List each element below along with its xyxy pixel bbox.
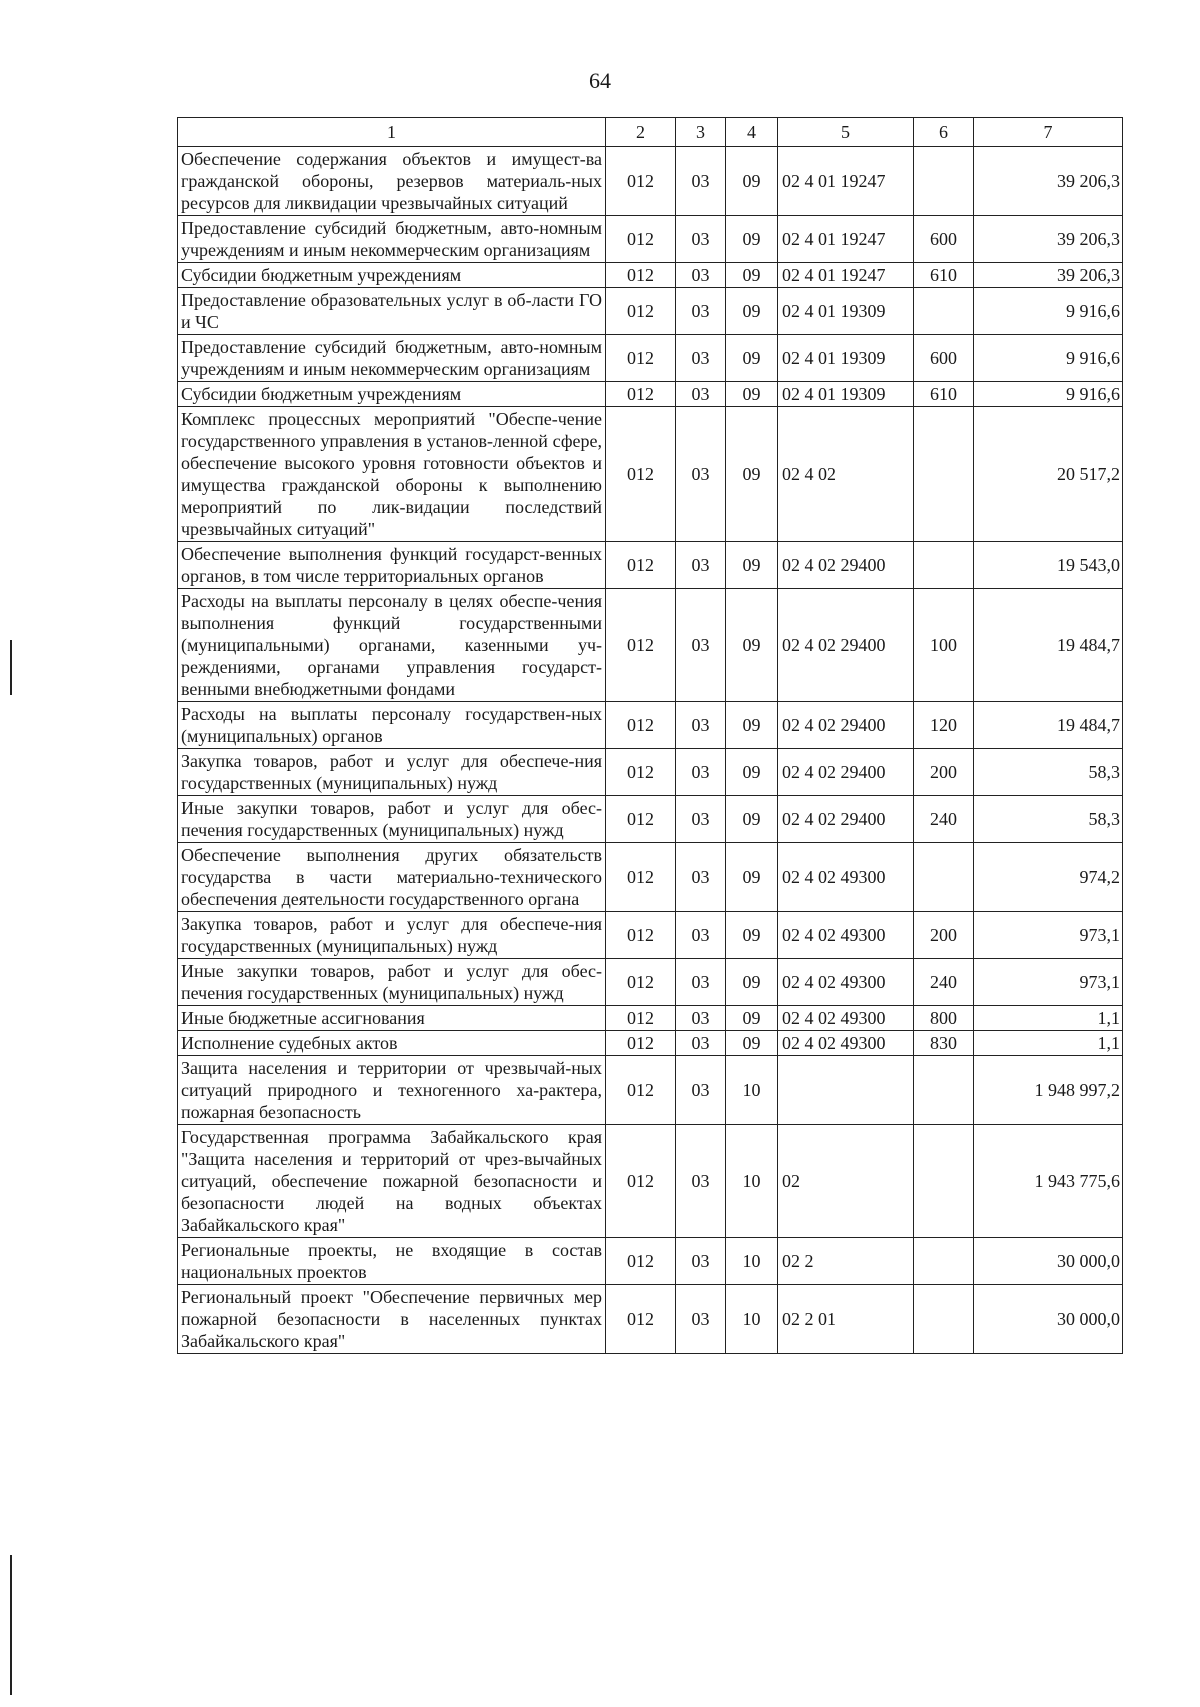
cell-col2: 012 [606,542,676,589]
cell-col3: 03 [676,147,726,216]
cell-code: 02 4 02 29400 [778,542,914,589]
cell-sum: 39 206,3 [974,216,1123,263]
cell-col3: 03 [676,1238,726,1285]
cell-col2: 012 [606,843,676,912]
cell-code: 02 4 02 49300 [778,1031,914,1056]
cell-col4: 09 [726,589,778,702]
cell-sum: 973,1 [974,912,1123,959]
cell-col3: 03 [676,335,726,382]
cell-col6 [914,1125,974,1238]
cell-sum: 19 543,0 [974,542,1123,589]
page-number: 64 [589,68,611,93]
cell-col2: 012 [606,263,676,288]
cell-sum: 1,1 [974,1006,1123,1031]
cell-name: Комплекс процессных мероприятий "Обеспе-чение государственного управления в установ-ленной сфере, обеспечение высокого уровня готовности объектов и имущества гражданской обороны к выполнению мероприятий по лик-видации последствий чрезвычайных ситуаций" [178,407,606,542]
cell-name: Предоставление субсидий бюджетным, авто-номным учреждениям и иным некоммерческим организациям [178,335,606,382]
table-row [178,843,1123,912]
column-header-5: 5 [778,118,914,147]
cell-code: 02 [778,1125,914,1238]
table-row [178,542,1123,589]
cell-col6 [914,407,974,542]
table-row [178,288,1123,335]
column-header-7: 7 [974,118,1123,147]
cell-col4: 09 [726,1006,778,1031]
cell-code: 02 2 [778,1238,914,1285]
table-body [178,147,1123,1354]
column-header-4: 4 [726,118,778,147]
cell-col3: 03 [676,1056,726,1125]
cell-col6: 240 [914,796,974,843]
cell-code: 02 4 02 29400 [778,702,914,749]
cell-col6 [914,147,974,216]
cell-sum: 20 517,2 [974,407,1123,542]
cell-col6: 240 [914,959,974,1006]
cell-col3: 03 [676,542,726,589]
cell-col3: 03 [676,382,726,407]
cell-col6 [914,288,974,335]
table-row [178,1006,1123,1031]
table-row [178,335,1123,382]
cell-name: Защита населения и территории от чрезвычай-ных ситуаций природного и техногенного ха-рактера, пожарная безопасность [178,1056,606,1125]
cell-col3: 03 [676,1006,726,1031]
cell-col6 [914,1285,974,1354]
cell-name: Обеспечение содержания объектов и имущест-ва гражданской обороны, резервов материаль-ных ресурсов для ликвидации чрезвычайных ситуаций [178,147,606,216]
cell-col3: 03 [676,912,726,959]
column-header-2: 2 [606,118,676,147]
cell-col3: 03 [676,288,726,335]
cell-code: 02 4 02 49300 [778,959,914,1006]
cell-col2: 012 [606,912,676,959]
cell-col3: 03 [676,216,726,263]
cell-col6: 120 [914,702,974,749]
cell-name: Предоставление образовательных услуг в об-ласти ГО и ЧС [178,288,606,335]
cell-col2: 012 [606,959,676,1006]
cell-col3: 03 [676,959,726,1006]
cell-col6: 600 [914,335,974,382]
cell-col6: 100 [914,589,974,702]
table-row [178,959,1123,1006]
cell-name: Обеспечение выполнения других обязательств государства в части материально-технического обеспечения деятельности государственного органа [178,843,606,912]
cell-name: Расходы на выплаты персоналу государствен-ных (муниципальных) органов [178,702,606,749]
cell-col2: 012 [606,1238,676,1285]
cell-name: Исполнение судебных актов [178,1031,606,1056]
cell-col3: 03 [676,407,726,542]
cell-sum: 39 206,3 [974,147,1123,216]
table-row [178,263,1123,288]
cell-sum: 1,1 [974,1031,1123,1056]
cell-col4: 09 [726,912,778,959]
table-row [178,382,1123,407]
cell-sum: 9 916,6 [974,288,1123,335]
scan-edge-mark [10,1555,12,1695]
cell-col4: 10 [726,1238,778,1285]
cell-col3: 03 [676,702,726,749]
cell-col4: 09 [726,702,778,749]
cell-col2: 012 [606,216,676,263]
cell-name: Предоставление субсидий бюджетным, авто-номным учреждениям и иным некоммерческим организациям [178,216,606,263]
cell-col2: 012 [606,749,676,796]
cell-col3: 03 [676,796,726,843]
cell-sum: 58,3 [974,749,1123,796]
table-row [178,1125,1123,1238]
cell-col6: 200 [914,912,974,959]
column-header-3: 3 [676,118,726,147]
cell-sum: 973,1 [974,959,1123,1006]
cell-col4: 09 [726,382,778,407]
table-row [178,1056,1123,1125]
cell-col6: 610 [914,382,974,407]
cell-col3: 03 [676,263,726,288]
cell-col6: 200 [914,749,974,796]
cell-code: 02 4 02 49300 [778,1006,914,1031]
cell-col4: 09 [726,288,778,335]
table-row [178,589,1123,702]
cell-col2: 012 [606,407,676,542]
cell-col6 [914,843,974,912]
cell-col6: 830 [914,1031,974,1056]
cell-sum: 9 916,6 [974,382,1123,407]
cell-name: Субсидии бюджетным учреждениям [178,382,606,407]
cell-sum: 19 484,7 [974,702,1123,749]
cell-col4: 09 [726,147,778,216]
cell-code: 02 4 02 49300 [778,912,914,959]
cell-code: 02 4 01 19247 [778,216,914,263]
cell-col4: 10 [726,1125,778,1238]
cell-sum: 58,3 [974,796,1123,843]
table-row [178,1285,1123,1354]
cell-name: Закупка товаров, работ и услуг для обеспече-ния государственных (муниципальных) нужд [178,749,606,796]
cell-col4: 09 [726,843,778,912]
cell-col3: 03 [676,1125,726,1238]
cell-col6: 600 [914,216,974,263]
cell-col2: 012 [606,589,676,702]
cell-code: 02 4 01 19309 [778,335,914,382]
cell-code: 02 4 02 29400 [778,796,914,843]
cell-sum: 9 916,6 [974,335,1123,382]
cell-sum: 30 000,0 [974,1285,1123,1354]
table-row [178,749,1123,796]
cell-col2: 012 [606,1125,676,1238]
cell-col2: 012 [606,1006,676,1031]
cell-code: 02 4 01 19247 [778,147,914,216]
cell-col3: 03 [676,589,726,702]
cell-col2: 012 [606,702,676,749]
cell-col4: 10 [726,1285,778,1354]
header-row [178,118,1123,147]
cell-col2: 012 [606,335,676,382]
cell-col3: 03 [676,749,726,796]
cell-col4: 09 [726,1031,778,1056]
cell-sum: 30 000,0 [974,1238,1123,1285]
table-row [178,407,1123,542]
cell-col3: 03 [676,1031,726,1056]
cell-name: Закупка товаров, работ и услуг для обеспече-ния государственных (муниципальных) нужд [178,912,606,959]
cell-name: Иные закупки товаров, работ и услуг для обес-печения государственных (муниципальных) нужд [178,796,606,843]
table-row [178,796,1123,843]
cell-code: 02 4 02 29400 [778,589,914,702]
cell-col2: 012 [606,796,676,843]
cell-sum: 1 943 775,6 [974,1125,1123,1238]
table-row [178,1031,1123,1056]
scan-edge-mark [10,640,12,695]
cell-sum: 39 206,3 [974,263,1123,288]
cell-col2: 012 [606,147,676,216]
cell-name: Расходы на выплаты персоналу в целях обеспе-чения выполнения функций государственными (муниципальными) органами, казенными уч-реждениями, органами управления государст-венными внебюджетными фондами [178,589,606,702]
cell-name: Субсидии бюджетным учреждениям [178,263,606,288]
cell-name: Иные закупки товаров, работ и услуг для обес-печения государственных (муниципальных) нужд [178,959,606,1006]
cell-col2: 012 [606,1056,676,1125]
cell-code: 02 4 01 19309 [778,382,914,407]
table-row [178,147,1123,216]
cell-col6 [914,542,974,589]
cell-col4: 09 [726,407,778,542]
cell-name: Обеспечение выполнения функций государст-венных органов, в том числе территориальных органов [178,542,606,589]
table-row [178,1238,1123,1285]
cell-col3: 03 [676,843,726,912]
cell-code: 02 4 02 [778,407,914,542]
cell-col2: 012 [606,1285,676,1354]
cell-code: 02 4 01 19309 [778,288,914,335]
cell-col6 [914,1238,974,1285]
table-row [178,216,1123,263]
budget-table [177,117,1123,1354]
table-row [178,912,1123,959]
column-header-1: 1 [178,118,606,147]
cell-code [778,1056,914,1125]
cell-col4: 09 [726,216,778,263]
cell-col4: 09 [726,335,778,382]
cell-col4: 09 [726,796,778,843]
cell-code: 02 4 02 29400 [778,749,914,796]
cell-code: 02 4 02 49300 [778,843,914,912]
cell-name: Региональный проект "Обеспечение первичных мер пожарной безопасности в населенных пунктах Забайкальского края" [178,1285,606,1354]
cell-col2: 012 [606,1031,676,1056]
cell-col2: 012 [606,288,676,335]
cell-sum: 1 948 997,2 [974,1056,1123,1125]
cell-sum: 19 484,7 [974,589,1123,702]
cell-name: Региональные проекты, не входящие в состав национальных проектов [178,1238,606,1285]
cell-code: 02 2 01 [778,1285,914,1354]
cell-col4: 09 [726,959,778,1006]
cell-col2: 012 [606,382,676,407]
cell-name: Иные бюджетные ассигнования [178,1006,606,1031]
cell-col4: 09 [726,749,778,796]
column-header-6: 6 [914,118,974,147]
cell-col6: 800 [914,1006,974,1031]
cell-code: 02 4 01 19247 [778,263,914,288]
cell-col4: 09 [726,263,778,288]
cell-col4: 10 [726,1056,778,1125]
cell-col3: 03 [676,1285,726,1354]
table-header [178,118,1123,147]
cell-col6 [914,1056,974,1125]
cell-sum: 974,2 [974,843,1123,912]
cell-col6: 610 [914,263,974,288]
cell-name: Государственная программа Забайкальского края "Защита населения и территорий от чрез-вычайных ситуаций, обеспечение пожарной безопасности и безопасности людей на водных объектах Забайкальского края" [178,1125,606,1238]
table-row [178,702,1123,749]
cell-col4: 09 [726,542,778,589]
